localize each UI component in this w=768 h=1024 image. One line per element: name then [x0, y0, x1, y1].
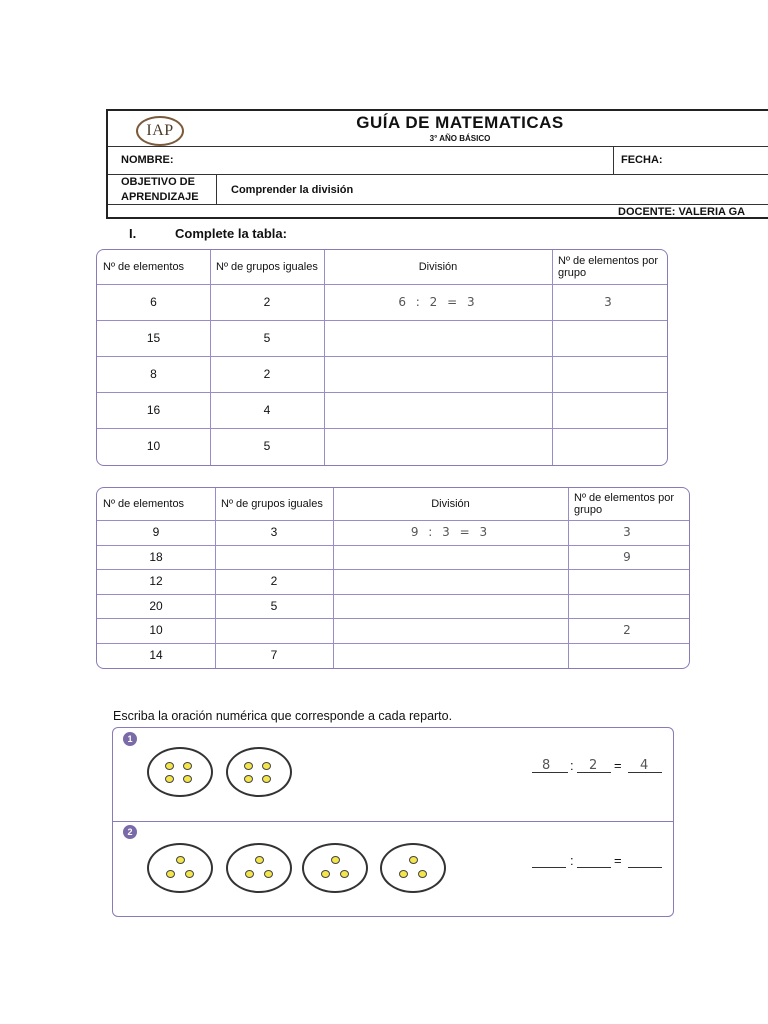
table-header-cell: Nº de elementos por grupo: [574, 492, 675, 516]
division-table-1: [96, 249, 668, 466]
school-logo: IAP: [136, 116, 184, 146]
table-cell[interactable]: [568, 569, 689, 594]
table-row-divider: [97, 643, 689, 644]
table-header-cell: Nº de elementos por grupo: [558, 255, 659, 279]
answer-blank[interactable]: [628, 867, 662, 868]
counter-dot: [245, 870, 254, 878]
table-row-divider: [97, 618, 689, 619]
fecha-label: FECHA:: [621, 154, 663, 166]
header-divider: [108, 174, 768, 175]
counter-dot: [340, 870, 349, 878]
table-cell[interactable]: [324, 392, 552, 428]
exercise-divider: [113, 821, 673, 822]
counter-dot: [165, 775, 174, 783]
table-cell[interactable]: [552, 356, 667, 392]
division-symbol: :: [570, 758, 574, 773]
table-row-divider: [97, 356, 667, 357]
table-cell: 4: [263, 403, 271, 417]
group-circle: [302, 843, 368, 893]
counter-dot: [262, 775, 271, 783]
table-cell: 6 : 2 = 3: [398, 295, 478, 309]
counter-dot: [331, 856, 340, 864]
table-cell: 8: [150, 367, 157, 381]
table-cell: 15: [146, 331, 161, 345]
table-row-divider: [97, 594, 689, 595]
table-row-divider: [97, 569, 689, 570]
counter-dot: [321, 870, 330, 878]
table-cell[interactable]: [333, 618, 568, 643]
counter-dot: [399, 870, 408, 878]
counter-dot: [166, 870, 175, 878]
counter-dot: [262, 762, 271, 770]
answer-blank[interactable]: [577, 867, 611, 868]
table-cell: 5: [270, 598, 278, 613]
table-cell: 14: [149, 647, 163, 662]
answer-dividend: 8: [542, 758, 554, 773]
table-cell: 9 : 3 = 3: [410, 525, 491, 540]
table-cell: 9: [623, 549, 634, 564]
aprendizaje-label: APRENDIZAJE: [121, 191, 199, 203]
table-cell[interactable]: [324, 356, 552, 392]
division-symbol: :: [570, 853, 574, 868]
counter-dot: [183, 762, 192, 770]
answer-quotient: 4: [640, 758, 652, 773]
table-row-divider: [97, 284, 667, 285]
table-cell: 10: [149, 623, 163, 638]
table-cell: 5: [263, 439, 271, 453]
table-row-divider: [97, 545, 689, 546]
table-column-divider: [568, 488, 569, 668]
table-cell: 6: [150, 295, 157, 309]
table-header-cell: División: [418, 261, 458, 273]
counter-dot: [176, 856, 185, 864]
table-cell[interactable]: [333, 545, 568, 570]
table-cell: 18: [149, 549, 163, 564]
table-cell: 3: [270, 525, 278, 540]
objetivo-label: OBJETIVO DE: [121, 176, 195, 188]
page-subtitle: 3° AÑO BÁSICO: [429, 134, 491, 143]
table-cell: 20: [149, 598, 163, 613]
table-cell[interactable]: [215, 545, 333, 570]
table-header-cell: Nº de elementos: [103, 261, 185, 273]
page-title: GUÍA DE MATEMATICAS: [356, 113, 564, 132]
division-table-2: [96, 487, 690, 669]
group-circle: [147, 747, 213, 797]
counter-dot: [165, 762, 174, 770]
table-cell: 10: [146, 439, 161, 453]
header-divider: [108, 204, 768, 205]
table-cell: 2: [263, 367, 271, 381]
table-cell[interactable]: [552, 392, 667, 428]
table-cell[interactable]: [333, 594, 568, 619]
table-row-divider: [97, 392, 667, 393]
table-cell: 9: [152, 525, 160, 540]
table-column-divider: [324, 250, 325, 465]
equals-symbol: =: [614, 758, 622, 773]
counter-dot: [244, 775, 253, 783]
exercise-number-badge: 2: [123, 825, 137, 839]
exercise-number-badge: 1: [123, 732, 137, 746]
table-header-cell: Nº de elementos: [103, 498, 185, 510]
counter-dot: [185, 870, 194, 878]
table-header-cell: División: [431, 498, 470, 510]
table-column-divider: [215, 488, 216, 668]
table-column-divider: [552, 250, 553, 465]
counter-dot: [409, 856, 418, 864]
group-circle: [147, 843, 213, 893]
group-circle: [226, 747, 292, 797]
counter-dot: [255, 856, 264, 864]
group-circle: [226, 843, 292, 893]
table-cell[interactable]: [333, 569, 568, 594]
table-row-divider: [97, 428, 667, 429]
table-header-cell: Nº de grupos iguales: [221, 498, 323, 510]
table-cell[interactable]: [568, 594, 689, 619]
table-column-divider: [210, 250, 211, 465]
table-cell: 12: [149, 574, 163, 589]
counter-dot: [244, 762, 253, 770]
table-header-cell: Nº de grupos iguales: [216, 261, 318, 273]
table-cell: 2: [263, 295, 271, 309]
table-row-divider: [97, 520, 689, 521]
table-cell[interactable]: [215, 618, 333, 643]
table-cell: 3: [604, 295, 615, 309]
exercise-instruction: Escriba la oración numérica que corresponde a cada reparto.: [113, 709, 453, 723]
answer-divisor: 2: [589, 758, 601, 773]
table-cell: 5: [263, 331, 271, 345]
docente-label: DOCENTE: VALERIA GA: [618, 206, 746, 218]
answer-blank[interactable]: [532, 867, 566, 868]
table-cell: 3: [623, 525, 634, 540]
table-cell[interactable]: [568, 643, 689, 668]
table-cell[interactable]: [324, 428, 552, 464]
section-number: I.: [129, 226, 137, 241]
counter-dot: [264, 870, 273, 878]
table-cell: 2: [270, 574, 278, 589]
table-cell[interactable]: [333, 643, 568, 668]
counter-dot: [418, 870, 427, 878]
header-divider: [108, 146, 768, 147]
objetivo-value: Comprender la división: [231, 184, 354, 196]
table-cell[interactable]: [552, 320, 667, 356]
table-column-divider: [333, 488, 334, 668]
counter-dot: [183, 775, 192, 783]
nombre-label: NOMBRE:: [121, 154, 174, 166]
table-cell[interactable]: [324, 320, 552, 356]
table-cell: 16: [146, 403, 161, 417]
table-cell: 7: [270, 647, 278, 662]
table-cell[interactable]: [552, 428, 667, 464]
equals-symbol: =: [614, 853, 622, 868]
header-divider: [613, 146, 614, 174]
table-cell: 2: [623, 623, 634, 638]
table-row-divider: [97, 320, 667, 321]
header-divider: [216, 174, 217, 204]
group-circle: [380, 843, 446, 893]
section-instruction: Complete la tabla:: [175, 226, 287, 241]
